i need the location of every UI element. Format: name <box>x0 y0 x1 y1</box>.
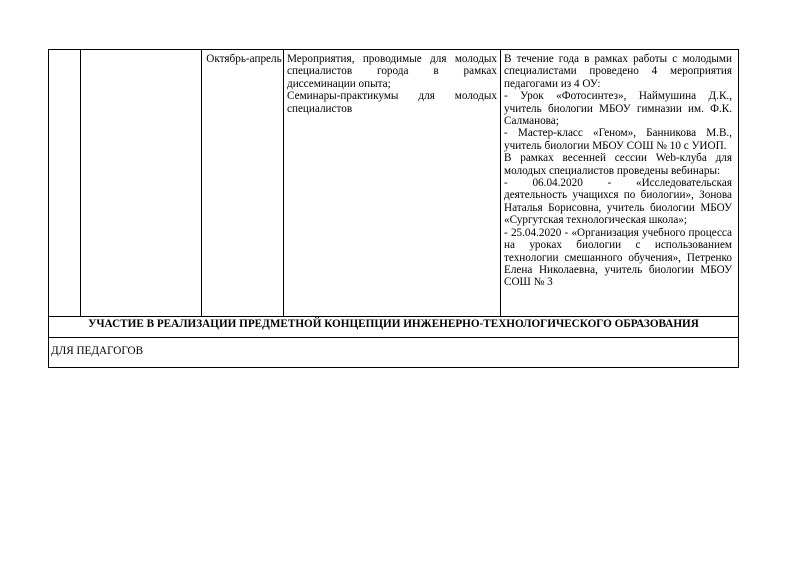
table-column-divider <box>283 49 284 317</box>
result-paragraph: - 06.04.2020 - «Исследовательская деятельность учащихся по биологии», Зонова Наталья Борисовна, учитель биологии МБОУ «Сургутская технологическая школа»; <box>504 177 732 227</box>
table-border-bottom <box>48 367 739 368</box>
section-heading: УЧАСТИЕ В РЕАЛИЗАЦИИ ПРЕДМЕТНОЙ КОНЦЕПЦИИ ИНЖЕНЕРНО-ТЕХНОЛОГИЧЕСКОГО ОБРАЗОВАНИЯ <box>88 318 699 330</box>
table-column-divider <box>500 49 501 317</box>
table-column-divider <box>80 49 81 317</box>
result-paragraph: - Урок «Фотосинтез», Наймушина Д.К., учитель биологии МБОУ гимназии им. Ф.К. Салманова; <box>504 90 732 128</box>
table-row-divider <box>48 337 739 338</box>
table-cell-results <box>504 53 732 289</box>
event-item: Мероприятия, проводимые для молодых специалистов города в рамках диссеминации опыта; <box>287 53 497 90</box>
subsection-label: ДЛЯ ПЕДАГОГОВ <box>51 345 144 357</box>
event-item: Семинары-практикумы для молодых специалистов <box>287 90 497 115</box>
table-border-top <box>48 49 739 50</box>
result-paragraph: - 25.04.2020 - «Организация учебного процесса на уроках биологии с использованием технологии смешанного обучения», Петренко Елена Николаевна, учитель биологии МБОУ СОШ № 3 <box>504 226 732 289</box>
result-paragraph: В течение года в рамках работы с молодыми специалистами проведено 4 мероприятия педагогами из 4 ОУ: <box>504 53 732 90</box>
result-paragraph: - Мастер-класс «Геном», Банникова М.В., учитель биологии МБОУ СОШ № 10 с УИОП. <box>504 127 732 152</box>
table-cell-events <box>287 53 497 115</box>
table-cell-period: Октябрь-апрель <box>206 53 282 65</box>
result-paragraph: В рамках весенней сессии Web-клуба для молодых специалистов проведены вебинары: <box>504 152 732 177</box>
table-row-divider <box>48 316 739 317</box>
table-column-divider <box>201 49 202 317</box>
